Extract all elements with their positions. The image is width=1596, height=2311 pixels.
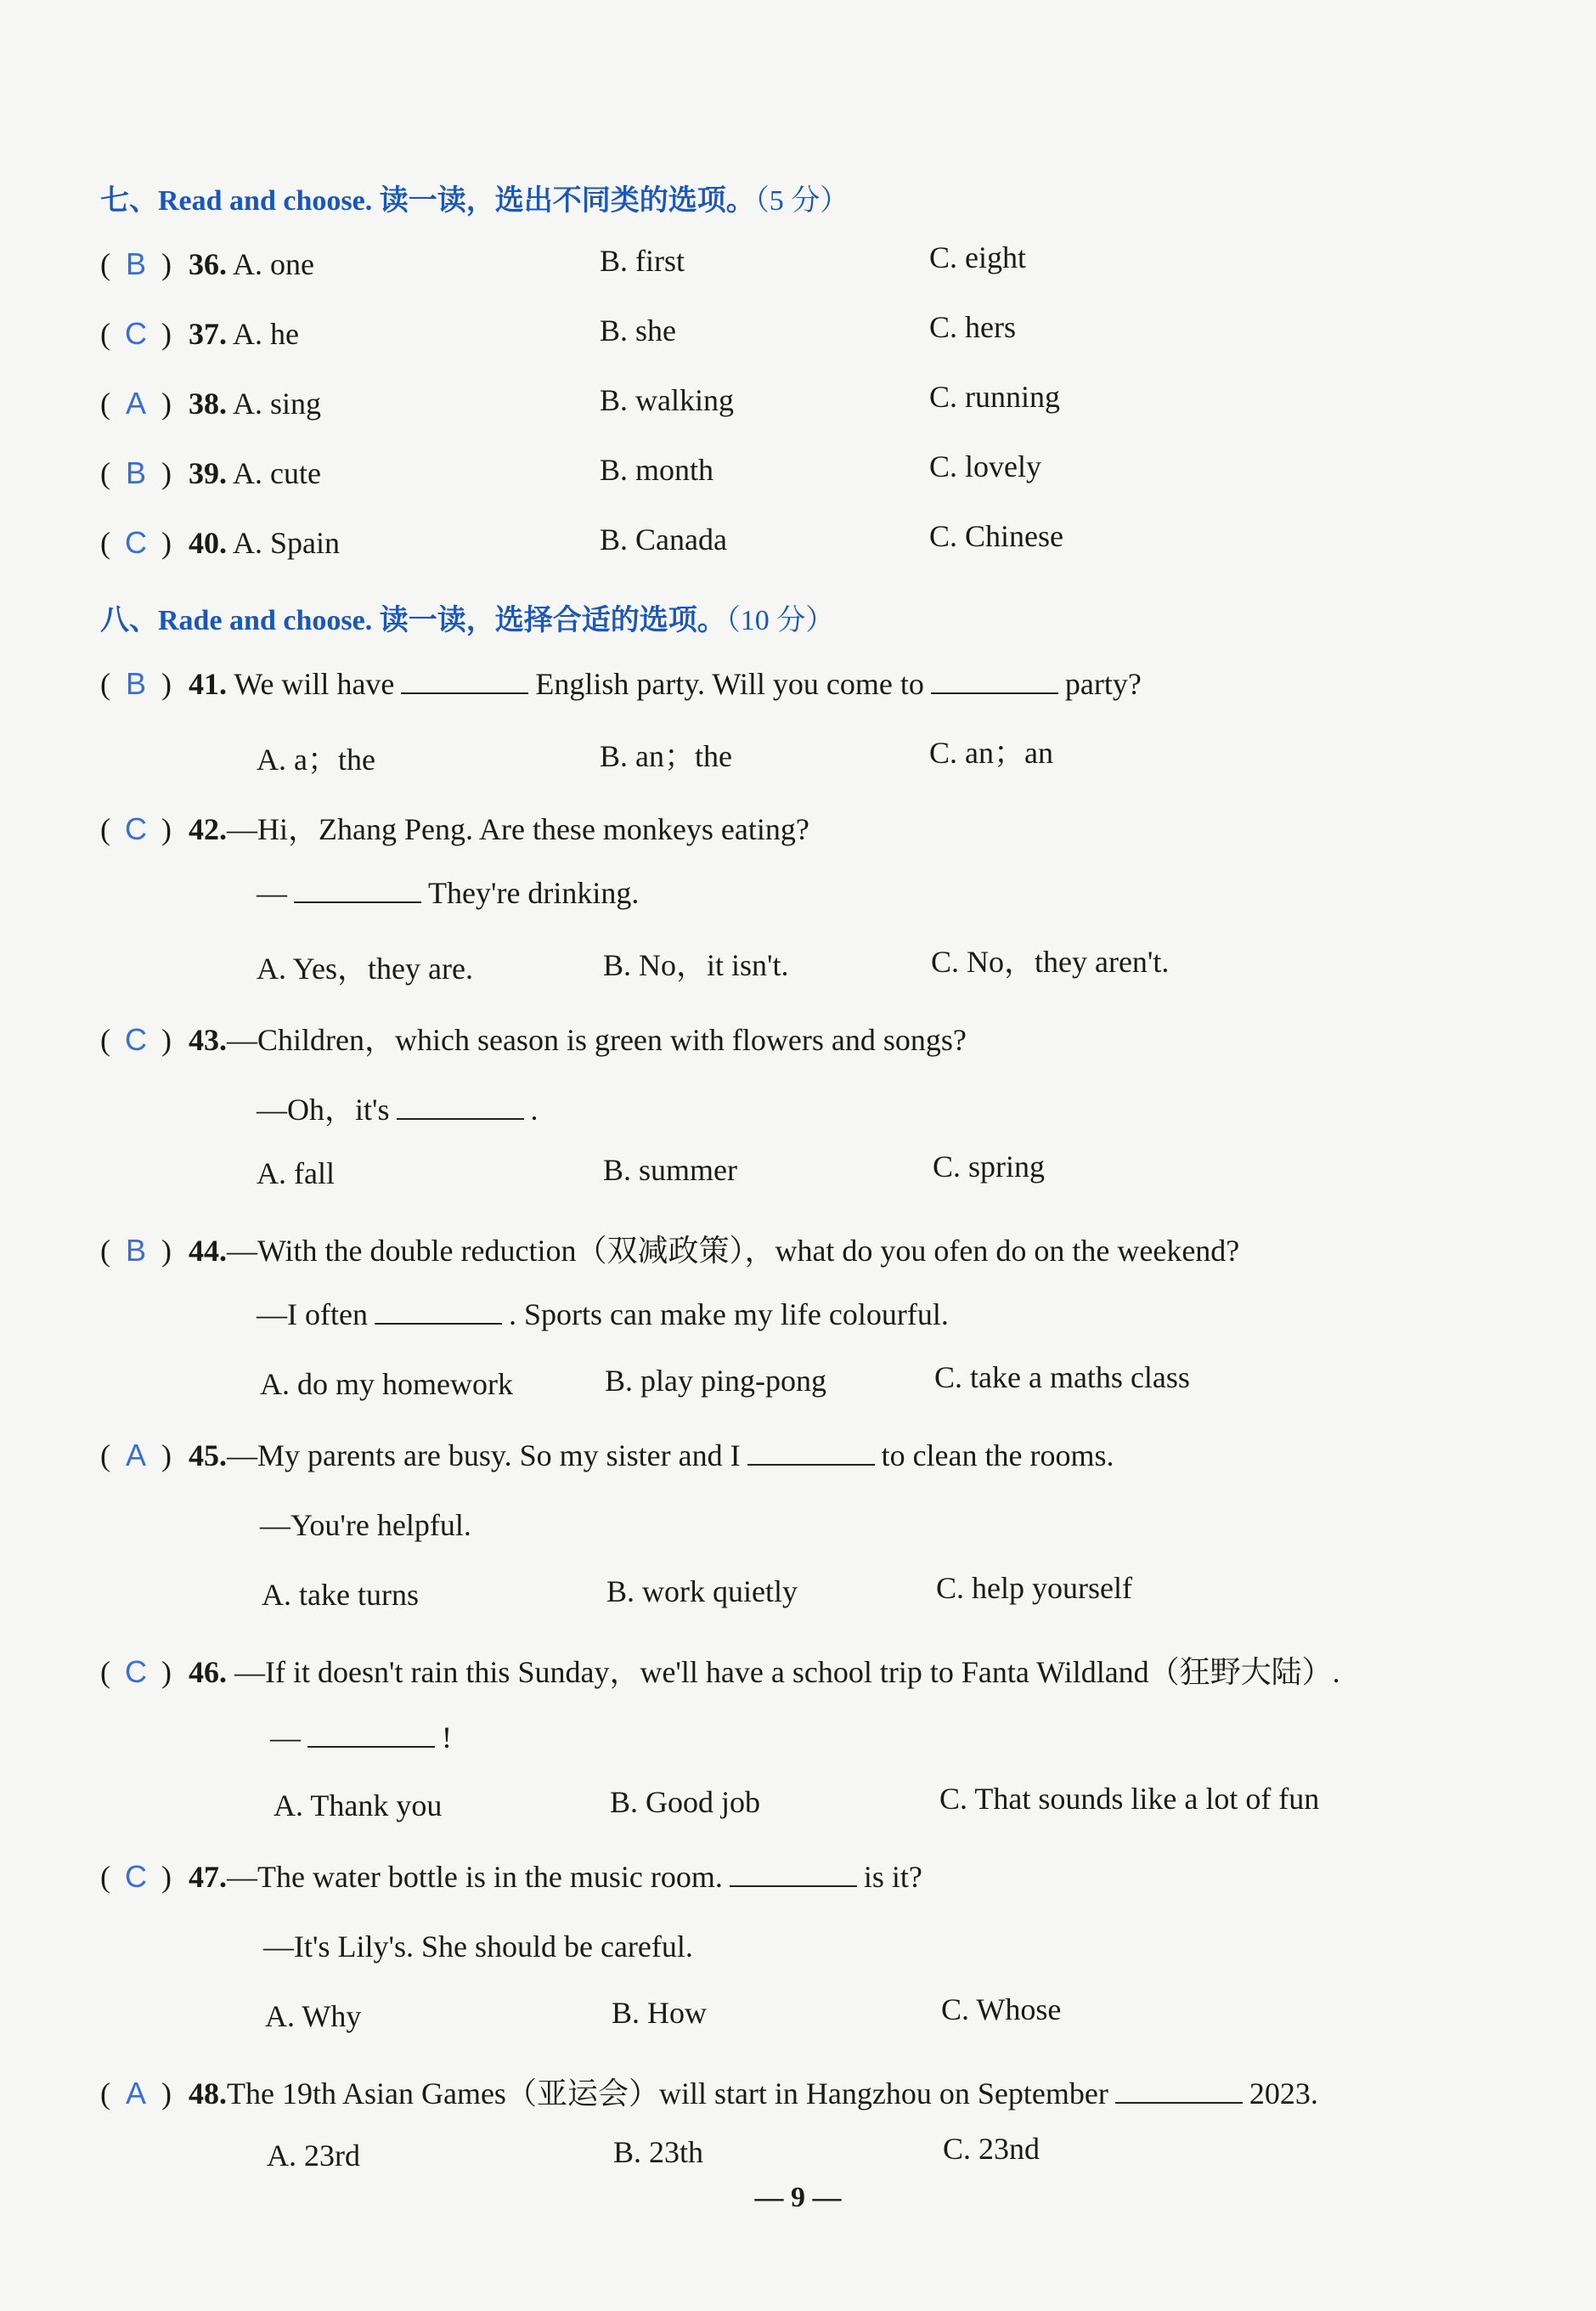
option-a: A. Why	[265, 1999, 362, 2033]
answer-44: B	[125, 1233, 146, 1268]
answer-37: C	[125, 316, 147, 351]
option-c: C. 23nd	[943, 2132, 1041, 2166]
option-c: C. That sounds like a lot of fun	[939, 1782, 1320, 1816]
question-number: 42.	[189, 812, 227, 846]
section-8-title	[100, 596, 834, 638]
option-b: B. play ping-pong	[605, 1364, 826, 1398]
section-7-title-text: 七、Read and choose. 读一读，选出不同类的选项。	[100, 185, 755, 217]
option-b: B. How	[612, 1996, 708, 2030]
response-line: —You're helpful.	[260, 1508, 471, 1542]
option-c: C. help yourself	[936, 1571, 1132, 1605]
option-c: C. eight	[929, 240, 1026, 274]
option-a: A. Spain	[233, 526, 341, 560]
option-a: A. fall	[257, 1156, 335, 1190]
question-text: —The water bottle is in the music room.	[227, 1860, 723, 1894]
response-text: —	[270, 1721, 301, 1754]
question-number: 44.	[189, 1234, 227, 1268]
option-b: B. work quietly	[606, 1574, 798, 1608]
answer-41: B	[125, 666, 146, 701]
option-c: C. spring	[933, 1150, 1046, 1184]
option-c: C. No，they aren't.	[931, 945, 1170, 979]
option-b: B. first	[600, 244, 685, 278]
response-line	[257, 1297, 949, 1332]
response-line: —It's Lily's. She should be careful.	[263, 1930, 693, 1964]
answer-blank	[747, 1438, 875, 1466]
question-text: party?	[1064, 667, 1142, 701]
option-b: B. No，it isn't.	[603, 948, 789, 982]
question-text: is it?	[863, 1860, 922, 1894]
answer-blank	[730, 1860, 857, 1887]
option-c: C. an；an	[929, 736, 1053, 770]
question-number: 46.	[189, 1655, 227, 1689]
option-c: C. Chinese	[929, 519, 1063, 553]
response-line	[257, 875, 639, 911]
answer-39: B	[125, 455, 146, 490]
question-text: The 19th Asian Games（亚运会）will start in Hangzhou on September	[227, 2077, 1108, 2110]
question-number: 48.	[189, 2077, 227, 2110]
question-number: 45.	[189, 1438, 227, 1472]
answer-42: C	[125, 811, 147, 846]
answer-48: A	[125, 2076, 146, 2110]
response-text: .	[530, 1093, 539, 1127]
option-b: B. summer	[603, 1153, 737, 1187]
question-text: —If it doesn't rain this Sunday，we'll have a school trip to Fanta Wildland（狂野大陆）.	[234, 1655, 1340, 1689]
section-7-title	[100, 177, 849, 218]
option-c: C. running	[929, 380, 1061, 414]
option-a: A. Thank you	[274, 1788, 443, 1822]
answer-blank	[375, 1297, 502, 1325]
section-8-score: （10 分）	[725, 605, 835, 636]
question-number: 40.	[189, 526, 227, 560]
question-text: English party. Will you come to	[535, 667, 924, 701]
answer-40: C	[125, 525, 147, 560]
answer-47: C	[125, 1859, 147, 1894]
answer-43: C	[125, 1022, 147, 1057]
answer-blank	[294, 876, 421, 903]
answer-46: C	[125, 1654, 147, 1689]
question-number: 39.	[189, 456, 227, 490]
question-text: 2023.	[1249, 2077, 1318, 2110]
option-b: B. 23th	[613, 2135, 704, 2169]
question-text: —With the double reduction（双减政策），what do you ofen do on the weekend?	[227, 1234, 1240, 1268]
question-number: 38.	[189, 387, 227, 421]
response-line	[270, 1720, 452, 1755]
answer-36: B	[125, 246, 146, 281]
page-number: — 9 —	[754, 2182, 842, 2213]
answer-45: A	[125, 1438, 146, 1472]
question-number: 47.	[189, 1860, 227, 1894]
option-a: A. 23rd	[267, 2139, 360, 2173]
question-number: 43.	[189, 1023, 227, 1057]
option-c: C. lovely	[929, 449, 1041, 483]
response-text: —	[257, 876, 287, 910]
response-text: !	[442, 1721, 452, 1754]
answer-blank	[397, 1093, 524, 1120]
response-text: —I often	[257, 1297, 368, 1331]
option-a: A. cute	[233, 456, 321, 490]
option-a: A. take turns	[262, 1578, 419, 1612]
option-a: A. he	[233, 317, 299, 351]
section-7-score: （5 分）	[754, 185, 849, 217]
option-a: A. one	[233, 247, 314, 281]
response-text: They're drinking.	[428, 876, 640, 910]
option-c: C. Whose	[941, 1992, 1062, 2026]
section-8-title-text: 八、Rade and choose. 读一读，选择合适的选项。	[100, 605, 726, 636]
question-text: to clean the rooms.	[881, 1438, 1114, 1472]
option-a: A. do my homework	[260, 1367, 513, 1401]
option-a: A. a；the	[257, 743, 375, 777]
answer-blank	[401, 667, 528, 694]
option-a: A. sing	[233, 387, 322, 421]
question-text: —Children，which season is green with flowers and songs?	[227, 1023, 967, 1057]
option-c: C. take a maths class	[934, 1360, 1190, 1394]
option-b: B. Good job	[610, 1785, 761, 1819]
worksheet-page: 七、Read and choose. 读一读，选出不同类的选项。（5 分） ( B ) 36. A. one B. first C. eight ( C ) 37. A. he B. she C. hers ( A ) 38. A. sing B. walking C. running ( B ) 39. A. cute B. month C. lovely ( C ) 40. A. Spain B. Canada C. Chinese 八、Rade and choose. 读一读，选择合适的选项。（10 分） ( B ) 41. We will have English party. Will you come to party? A. a；the B. an；the C. an；an ( C ) 42.—Hi，Zhang Peng. Are these monkeys eating? — They're drinking. A. Yes，they are. B. No，it isn't. C. No，they aren't. ( C ) 43.—Children，which season is green with flowers and songs? —Oh，it's . A. fall B. summer C. spring ( B ) 44.—With the double reduction（双减政策），what do you ofen do on the weekend? —I often . Sports can make my life colourful. A. do my homework B. play ping-pong C. take a maths class ( A ) 45.—My parents are busy. So my sister and I to clean the rooms. —You're helpful. A. take turns B. work quietly C. help yourself ( C ) 46. —If it doesn't rain this Sunday，we'll have a school trip to Fanta Wildland（狂野大陆）. — ! A. Thank you B. Good job C. That sounds like a lot of fun ( C ) 47.—The water bottle is in the music room. is it? —It's Lily's. She should be careful. A. Why B. How C. Whose ( A ) 48.The 19th Asian Games（亚运会）will start in Hangzhou on September 2023. A. 23rd B. 23th C. 23nd — 9 —	[0, 0, 1596, 2311]
question-number: 36.	[189, 247, 227, 281]
answer-38: A	[125, 386, 146, 421]
response-text: . Sports can make my life colourful.	[508, 1297, 949, 1331]
response-text: —Oh，it's	[257, 1093, 390, 1127]
answer-blank	[1115, 2077, 1243, 2104]
answer-blank	[931, 667, 1058, 694]
question-text: We will have	[234, 667, 395, 701]
response-line	[257, 1086, 539, 1129]
question-number: 41.	[189, 667, 227, 701]
question-number: 37.	[189, 317, 227, 351]
option-b: B. walking	[600, 383, 734, 417]
question-text: —Hi，Zhang Peng. Are these monkeys eating?	[227, 812, 809, 846]
option-b: B. she	[600, 314, 676, 347]
option-a: A. Yes，they are.	[257, 952, 473, 986]
option-b: B. Canada	[600, 523, 727, 557]
option-b: B. month	[600, 453, 714, 487]
option-b: B. an；the	[600, 739, 732, 773]
answer-blank	[307, 1721, 435, 1748]
option-c: C. hers	[929, 310, 1016, 344]
question-text: —My parents are busy. So my sister and I	[227, 1438, 741, 1472]
